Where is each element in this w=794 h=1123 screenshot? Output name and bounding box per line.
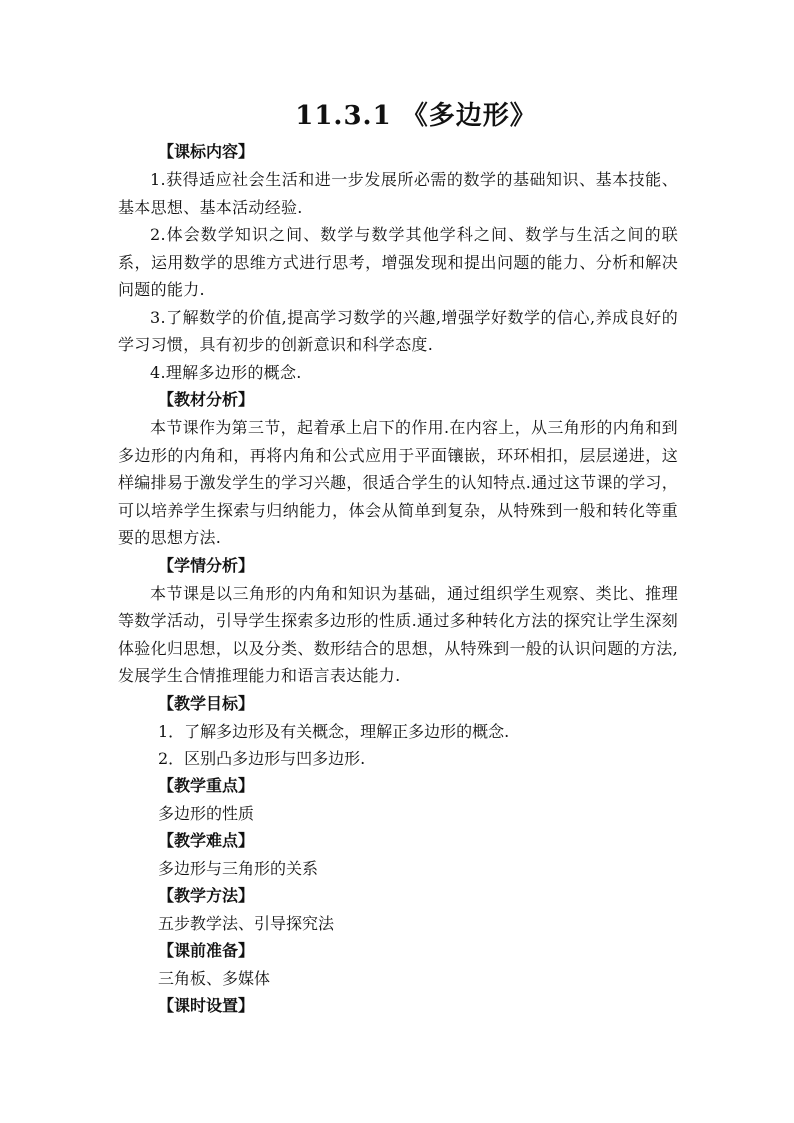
heading-key: 【教学重点】 (158, 775, 255, 795)
document-content (118, 98, 678, 1020)
key-text: 多边形的性质 (158, 803, 255, 823)
heading-goals: 【教学目标】 (158, 693, 255, 713)
standard-item-1: 1.获得适应社会生活和进一步发展所必需的数学的基础知识、基本技能、基本思想、基本活动经验. (118, 170, 678, 217)
goal-item-2: 2．区别凸多边形与凹多边形. (158, 748, 366, 768)
goal-item-1: 1．了解多边形及有关概念，理解正多边形的概念. (158, 721, 510, 741)
method-text: 五步教学法、引导探究法 (158, 913, 335, 933)
heading-schedule: 【课时设置】 (158, 995, 255, 1015)
heading-students: 【学情分析】 (158, 555, 255, 575)
standard-item-2: 2.体会数学知识之间、数学与数学其他学科之间、数学与生活之间的联系，运用数学的思维方式进行思考，增强发现和提出问题的能力、分析和解决问题的能力. (118, 225, 678, 299)
standard-item-4: 4.理解多边形的概念. (150, 362, 302, 382)
heading-material: 【教材分析】 (158, 390, 255, 409)
heading-prep: 【课前准备】 (158, 940, 255, 960)
heading-standard: 【课标内容】 (158, 142, 255, 161)
standard-item-3: 3.了解数学的价值,提高学习数学的兴趣,增强学好数学的信心,养成良好的学习习惯，具有初步的创新意识和科学态度. (118, 307, 678, 354)
prep-text: 三角板、多媒体 (158, 968, 271, 988)
document-title: 11.3.1 《多边形》 (295, 101, 537, 131)
students-text: 本节课是以三角形的内角和知识为基础，通过组织学生观察、类比、推理等数学活动，引导学生探索多边形的性质.通过多种转化方法的探究让学生深刻体验化归思想，以及分类、数形结合的思想，从特殊到一般的认识问题的方法,发展学生合情推理能力和语言表达能力. (118, 583, 678, 685)
heading-method: 【教学方法】 (158, 885, 255, 905)
material-text: 本节课作为第三节，起着承上启下的作用.在内容上，从三角形的内角和到多边形的内角和，再将内角和公式应用于平面镶嵌，环环相扣，层层递进，这样编排易于激发学生的学习兴趣，很适合学生的认知特点.通过这节课的学习，可以培养学生探索与归纳能力，体会从简单到复杂，从特殊到一般和转化等重要的思想方法. (118, 418, 678, 547)
difficulty-text: 多边形与三角形的关系 (158, 858, 319, 878)
heading-difficulty: 【教学难点】 (158, 830, 255, 850)
